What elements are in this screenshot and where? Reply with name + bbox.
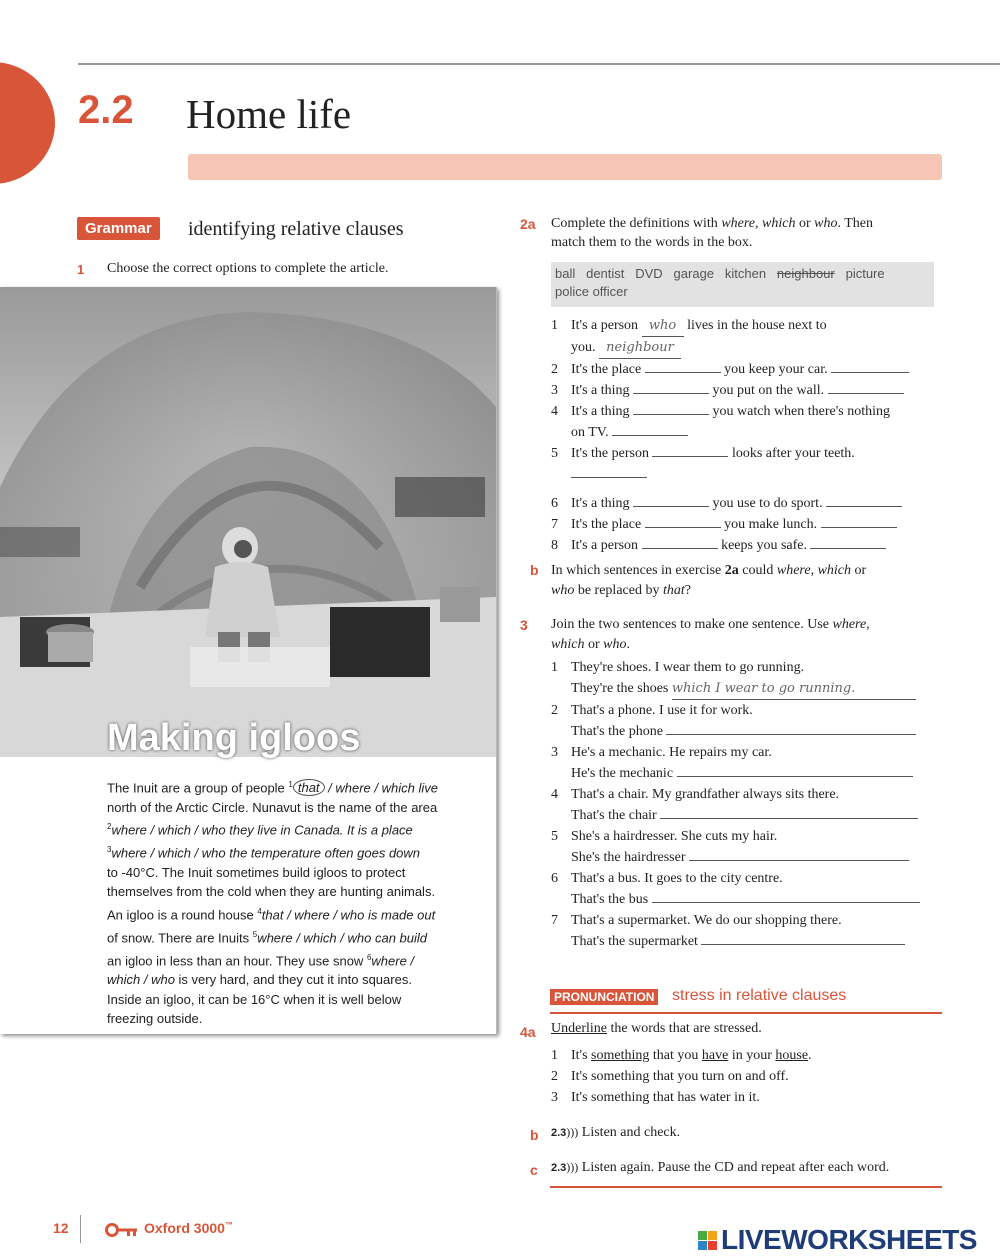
ex2a-items: 1 It's a person who lives in the house next to you. neighbour 2 It's the place you keep your car. 3 It's a thing you put on the wall. 4 It's a thing you watch when there's nothing on TV. 5 It's the person looks after your teeth. 6 It's a thing you use to do sport. 7 It's the place you make lunch. 8 It's a person keeps you safe. [551,315,946,556]
grammar-badge: Grammar [77,217,160,240]
answer-field[interactable] [633,402,709,415]
chapter-tab [0,62,55,184]
ex4c-number: c [530,1162,538,1178]
oxford-3000-label: Oxford 3000™ [144,1220,233,1236]
answer-field[interactable] [677,764,913,777]
ex4a-instruction: Underline the words that are stressed. [551,1021,762,1036]
option-3[interactable]: where / which / who the temperature often goes down [111,845,421,861]
ex2b-instruction: In which sentences in exercise 2a could where, which or who be replaced by that? [551,563,867,598]
answer-field[interactable] [652,444,728,457]
logo-square-icon [708,1241,717,1250]
answer-field[interactable] [633,494,709,507]
logo-square-icon [698,1241,707,1250]
answer-field[interactable] [689,848,909,861]
answer-field[interactable] [821,515,897,528]
ex4c-instruction: 2.3))) Listen again. Pause the CD and repeat after each word. [551,1160,890,1175]
answer-field[interactable] [810,536,886,549]
answer-field[interactable] [642,536,718,549]
answer-field[interactable] [612,423,688,436]
stress-sentence[interactable]: 3 It's something that has water in it. [551,1090,760,1105]
title-bar [188,154,942,180]
answer-field[interactable] [652,890,920,903]
ex1-number: 1 [77,262,85,277]
ex2a-number: 2a [520,216,536,232]
ex4a-items: 1 It's something that you have in your house. 2 It's something that you turn on and off. 3 It's something that has water in it. [551,1045,946,1108]
answer-field[interactable]: neighbour [599,337,681,359]
ex2a-instruction: Complete the definitions with where, which or who. Then match them to the words in the box. [551,216,873,250]
article-card [0,287,497,1034]
answer-field[interactable] [571,465,647,478]
ex4a-number: 4a [520,1024,536,1040]
audio-icon[interactable]: ))) [566,1125,579,1139]
option-5[interactable]: where / which / who can build [257,930,427,946]
answer-field[interactable] [645,515,721,528]
answer-field[interactable] [633,381,709,394]
liveworksheets-logo[interactable]: LIVEWORKSHEETS [698,1224,977,1256]
article-title: Making igloos [107,717,361,759]
grammar-heading: identifying relative clauses [188,218,404,240]
answer-field[interactable]: who [642,315,684,337]
ex3-items: 1 They're shoes. I wear them to go running. They're the shoes which I wear to go running. 2 That's a phone. I use it for work. That's the phone 3 He's a mechanic. He repairs my car. He's the mechanic 4 That's a chair. My grandfather always sits there. That's the chair 5 She's a hairdresser. She cuts my hair. She's the hairdresser 6 That's a bus. It goes to the city centre. That's the bus 7 That's a supermarket. We do our shopping there. That's the supermarket [551,657,946,952]
ex3-number: 3 [520,617,528,633]
pronunciation-heading: stress in relative clauses [672,987,847,1004]
ex4b-instruction: 2.3))) Listen and check. [551,1125,681,1140]
key-icon [105,1222,139,1238]
answer-field[interactable] [645,360,721,373]
header-rule [78,63,1000,65]
pronunciation-rule [550,1012,942,1014]
option-6[interactable]: where / [371,952,415,968]
ex4b-number: b [530,1127,539,1143]
footer-divider [80,1215,81,1243]
pronunciation-badge: PRONUNCIATION [550,989,658,1005]
ex3-instruction: Join the two sentences to make one sentence. Use where, which or who. [551,617,870,652]
audio-icon[interactable]: ))) [566,1160,579,1174]
answer-field[interactable] [701,932,905,945]
answer-field[interactable] [831,360,909,373]
logo-square-icon [708,1231,717,1240]
bottom-rule [550,1186,942,1188]
word-box: ball dentist DVD garage kitchen neighbour picture police officer [551,262,934,307]
section-number: 2.2 [78,88,134,132]
page-title: Home life [186,91,352,137]
circled-answer[interactable]: that [293,779,325,796]
answer-field[interactable] [660,806,918,819]
answer-field[interactable]: which I wear to go running. [672,678,916,700]
ex1-instruction: Choose the correct options to complete the article. [107,261,389,276]
option-2[interactable]: where / which / who they live in Canada. It is a place [111,822,413,838]
igloo-photo [0,287,496,757]
logo-square-icon [698,1231,707,1240]
page-number: 12 [53,1220,69,1236]
answer-field[interactable] [828,381,904,394]
answer-field[interactable] [666,722,916,735]
stress-sentence[interactable]: 2 It's something that you turn on and off. [551,1069,789,1084]
article-text: The Inuit are a group of people $^1$ that / where / which live north of the Arctic Circle. Nunavut is the name of the area $^2$where / which / who they live in Canada. It is a place $^3$where / which / who the temperature often goes down to -40°C. The Inuit sometimes build igloos to protect themselves from the cold when they are hunting animals. An igloo is a round house $^4$that / where / who is made out of snow. There are Inuits $^5$where / which / who can build an igloo in less than an hour. They use snow $^6$where / which / who is very hard, and they cut it into squares. Inside an igloo, it can be 16°C when it is well below freezing outside. [107,780,438,1027]
answer-field[interactable] [826,494,902,507]
option-4[interactable]: that / where / who is made out [261,907,436,923]
ex2b-number: b [530,562,539,578]
